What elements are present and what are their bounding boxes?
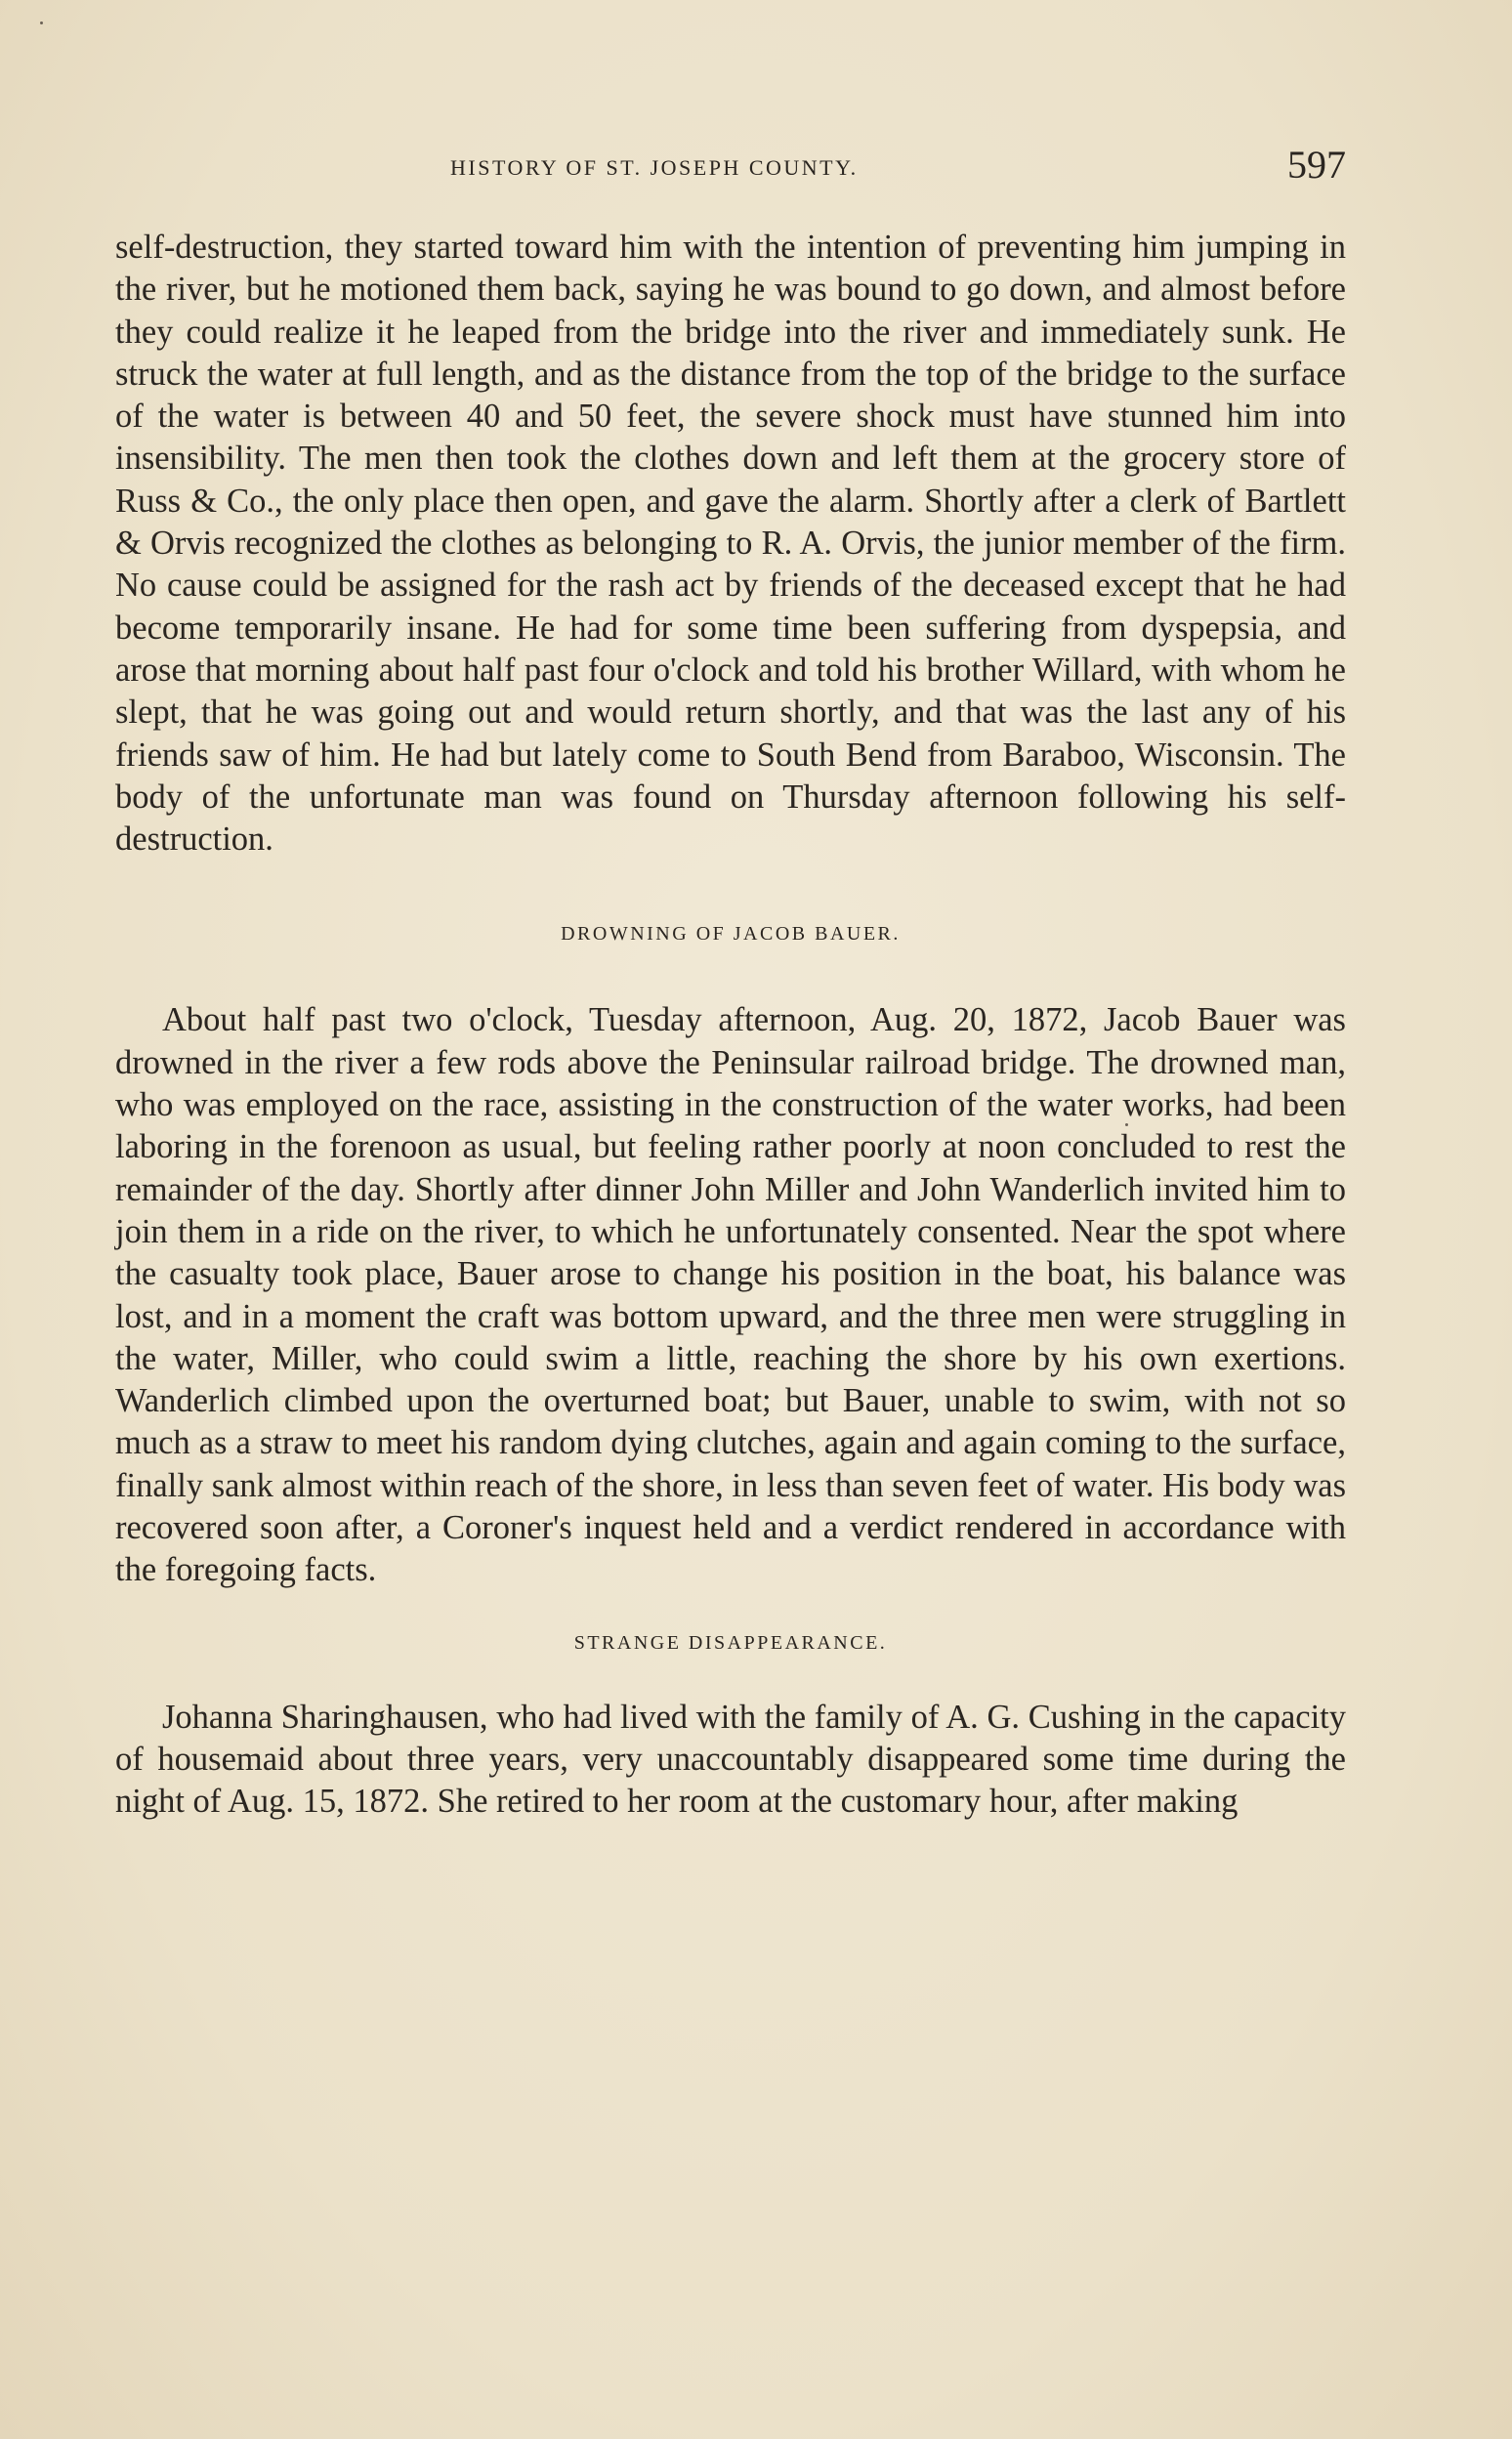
page-number: 597 bbox=[1287, 143, 1346, 187]
paragraph-drowning: About half past two o'clock, Tuesday afternoon, Aug. 20, 1872, Jacob Bauer was drowned in the river a few rods above the Peninsular railroad bridge. The drowned man, who was employed on the race, assisting in the construction of the water works, had been laboring in the forenoon as usual, but feeling rather poorly at noon concluded to rest the remainder of the day. Shortly after dinner John Miller and John Wanderlich invited him to join them in a ride on the river, to which he unfortunately consented. Near the spot where the casualty took place, Bauer arose to change his position in the boat, his balance was lost, and in a moment the craft was bottom upward, and the three men were struggling in the water, Miller, who could swim a little, reaching the shore by his own exertions. Wanderlich climbed upon the overturned boat; but Bauer, unable to swim, with not so much as a straw to meet his random dying clutches, again and again coming to the surface, finally sank almost within reach of the shore, in less than seven feet of water. His body was recovered soon after, a Coroner's inquest held and a verdict rendered in accordance with the foregoing facts. bbox=[115, 1001, 1346, 1589]
page-header bbox=[115, 142, 1346, 200]
running-title: HISTORY OF ST. JOSEPH COUNTY. bbox=[450, 155, 859, 180]
paragraph-continuation: self-destruction, they started toward him with the intention of preventing him jumping in the river, but he motioned them back, saying he was bound to go down, and almost before they could realize it he leaped from the bridge into the river and immediately sunk. He struck the water at full length, and as the distance from the top of the bridge to the surface of the water is between 40 and 50 feet, the severe shock must have stunned him into insensibility. The men then took the clothes down and left them at the grocery store of Russ & Co., the only place then open, and gave the alarm. Shortly after a clerk of Bartlett & Orvis recognized the clothes as belonging to R. A. Orvis, the junior member of the firm. No cause could be assigned for the rash act by friends of the deceased except that he had become temporarily insane. He had for some time been suffering from dyspepsia, and arose that morning about half past four o'clock and told his brother Willard, with whom he slept, that he was going out and would return shortly, and that was the last any of his friends saw of him. He had but lately come to South Bend from Baraboo, Wisconsin. The body of the unfortunate man was found on Thursday afternoon following his self-destruction. bbox=[115, 229, 1346, 859]
page-body bbox=[115, 227, 1346, 1824]
section-heading-disappearance: STRANGE DISAPPEARANCE. bbox=[573, 1631, 888, 1654]
paper-speck bbox=[40, 21, 43, 24]
paragraph-disappearance: Johanna Sharinghausen, who had lived with the family of A. G. Cushing in the capacity of housemaid about three years, very unaccountably disappeared some time during the night of Aug. 15, 1872. She retired to her room at the customary hour, after making bbox=[115, 1698, 1346, 1821]
section-heading-drowning: DROWNING OF JACOB BAUER. bbox=[561, 923, 901, 946]
